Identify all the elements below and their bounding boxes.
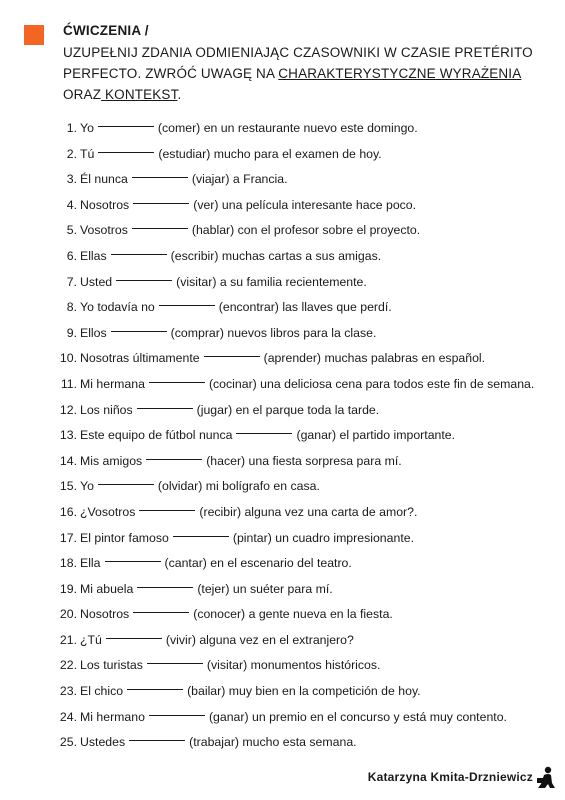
instruction-line-3-text: ORAZ (63, 87, 102, 102)
exercise-number: 1. (66, 121, 77, 135)
answer-blank[interactable] (204, 342, 260, 357)
exercise-item (50, 372, 560, 398)
exercise-number: 9. (66, 325, 77, 340)
exercise-subject: Mis amigos (80, 453, 143, 468)
exercise-subject: Yo todavía no (80, 300, 155, 315)
exercise-item (50, 500, 560, 526)
exercise-subject: Los niños (80, 402, 133, 417)
exercise-number: 12. (59, 402, 77, 417)
exercise-subject: Tú (80, 146, 95, 161)
exercise-rest: (olvidar) mi bolígrafo en casa. (157, 479, 320, 494)
exercise-number: 14. (59, 453, 77, 468)
exercise-subject: Nosotros (80, 197, 130, 212)
exercise-rest: (viajar) a Francia. (191, 172, 288, 187)
answer-blank[interactable] (137, 573, 193, 588)
exercise-rest: (encontrar) las llaves que perdí. (218, 300, 392, 315)
exercise-rest: (ganar) el partido importante. (296, 428, 456, 443)
exercise-rest: (vivir) alguna vez en el extranjero? (165, 632, 354, 647)
exercise-rest: (pintar) un cuadro impresionante. (232, 530, 414, 545)
answer-blank[interactable] (149, 368, 205, 383)
answer-blank[interactable] (236, 419, 292, 434)
exercise-rest: (visitar) a su familia recientemente. (176, 274, 367, 289)
exercise-rest: (tejer) un suéter para mí. (197, 581, 333, 596)
exercise-item (50, 142, 560, 168)
exercise-subject: El pintor famoso (80, 530, 169, 545)
instruction-line-2 (63, 63, 553, 84)
exercise-subject: Nosotras últimamente (80, 351, 200, 366)
exercise-rest: (hablar) con el profesor sobre el proyecto. (191, 223, 421, 238)
exercise-rest: (jugar) en el parque toda la tarde. (196, 402, 380, 417)
exercise-number: 25. (59, 735, 77, 750)
author-name: Katarzyna Kmita-Drzniewicz (367, 770, 533, 784)
answer-blank[interactable] (98, 470, 154, 485)
answer-blank[interactable] (111, 240, 167, 255)
exercise-number: 22. (59, 658, 77, 673)
instruction-line-2-text: PERFECTO. ZWRÓĆ UWAGĘ NA (63, 66, 279, 81)
exercise-subject: Mi hermana (80, 376, 145, 391)
exercise-list (50, 116, 560, 756)
answer-blank[interactable] (98, 138, 154, 153)
exercise-item (50, 167, 560, 193)
exercise-rest: (conocer) a gente nueva en la fiesta. (193, 607, 393, 622)
answer-blank[interactable] (133, 598, 189, 613)
answer-blank[interactable] (116, 266, 172, 281)
exercise-number: 24. (59, 709, 77, 724)
exercise-subject: Vosotros (80, 223, 128, 238)
exercise-subject: Ellas (80, 248, 107, 263)
exercise-number: 6. (66, 248, 77, 263)
exercise-rest: (recibir) alguna vez una carta de amor?. (199, 504, 418, 519)
exercise-subject: Ustedes (80, 735, 126, 750)
answer-blank[interactable] (132, 163, 188, 178)
exercise-number: 23. (59, 684, 77, 699)
exercise-number: 7. (66, 274, 77, 289)
answer-blank[interactable] (129, 726, 185, 741)
exercise-rest: (cantar) en el escenario del teatro. (164, 556, 352, 571)
exercise-number: 15. (59, 479, 77, 494)
exercise-number: 2. (66, 146, 77, 161)
underlined-phrase-expressions: CHARAKTERYSTYCZNE WYRAŻENIA (278, 66, 522, 81)
exercise-item (50, 679, 560, 705)
exercise-item (50, 628, 560, 654)
exercise-number: 3. (66, 172, 77, 187)
exercise-rest: (comer) en un restaurante nuevo este domingo. (157, 121, 418, 135)
exercise-subject: ¿Tú (80, 632, 102, 647)
exercise-rest: (ver) una película interesante hace poco. (193, 197, 417, 212)
answer-blank[interactable] (139, 496, 195, 511)
exercise-subject: ¿Vosotros (80, 504, 136, 519)
answer-blank[interactable] (127, 675, 183, 690)
exercise-subject: Yo (80, 121, 94, 135)
exercise-number: 11. (60, 376, 77, 391)
exercise-number: 17. (59, 530, 77, 545)
exercise-number: 5. (66, 223, 77, 238)
exercise-number: 4. (66, 197, 77, 212)
exercise-subject: Los turistas (80, 658, 143, 673)
exercise-subject: Nosotros (80, 607, 130, 622)
answer-blank[interactable] (146, 445, 202, 460)
exercise-number: 18. (59, 556, 77, 571)
exercise-number: 16. (59, 504, 77, 519)
exercise-subject: Ellos (80, 325, 107, 340)
exercise-subject: Ella (80, 556, 101, 571)
exercise-item (50, 346, 560, 372)
exercise-number: 20. (59, 607, 77, 622)
exercise-number: 13. (59, 428, 77, 443)
exercise-item (50, 577, 560, 603)
exercise-number: 10. (59, 351, 77, 366)
instruction-line-3-end: . (177, 87, 182, 102)
answer-blank[interactable] (149, 701, 205, 716)
exercise-subject: El chico (80, 684, 124, 699)
exercise-rest: (ganar) un premio en el concurso y está muy contento. (208, 709, 507, 724)
answer-blank[interactable] (173, 522, 229, 537)
answer-blank[interactable] (132, 214, 188, 229)
exercise-subject: Yo (80, 479, 94, 494)
exercise-item (50, 551, 560, 577)
exercise-rest: (bailar) muy bien en la competición de hoy. (187, 684, 421, 699)
answer-blank[interactable] (105, 547, 161, 562)
exercise-subject: Usted (80, 274, 113, 289)
exercise-item (50, 423, 560, 449)
exercise-rest: (escribir) muchas cartas a sus amigas. (170, 248, 382, 263)
answer-blank[interactable] (147, 649, 203, 664)
exercise-rest: (trabajar) mucho esta semana. (189, 735, 357, 750)
answer-blank[interactable] (98, 112, 154, 127)
exercise-rest: (visitar) monumentos históricos. (206, 658, 381, 673)
instructions-header (63, 20, 553, 105)
exercise-rest: (aprender) muchas palabras en español. (263, 351, 486, 366)
exercise-item (50, 705, 560, 731)
exercise-item (50, 270, 560, 296)
answer-blank[interactable] (133, 189, 189, 204)
exercise-rest: (hacer) una fiesta sorpresa para mí. (206, 453, 402, 468)
answer-blank[interactable] (106, 624, 162, 639)
exercise-number: 8. (66, 300, 77, 315)
exercise-item (50, 321, 560, 347)
accent-square (24, 25, 44, 45)
page-title: ĆWICZENIA / (63, 23, 149, 38)
exercise-item (50, 474, 560, 500)
exercise-rest: (cocinar) una deliciosa cena para todos este fin de semana. (208, 376, 535, 391)
reading-person-icon (536, 766, 556, 790)
exercise-subject: Este equipo de fútbol nunca (80, 428, 233, 443)
exercise-rest: (comprar) nuevos libros para la clase. (170, 325, 377, 340)
exercise-subject: Mi hermano (80, 709, 145, 724)
exercise-item (50, 193, 560, 219)
exercise-item (50, 730, 560, 756)
exercise-rest: (estudiar) mucho para el examen de hoy. (158, 146, 382, 161)
answer-blank[interactable] (159, 291, 215, 306)
instruction-line-1: UZUPEŁNIJ ZDANIA ODMIENIAJĄC CZASOWNIKI W CZASIE PRETÉRITO (63, 45, 533, 60)
answer-blank[interactable] (111, 317, 167, 332)
underlined-phrase-context: KONTEKST (101, 87, 178, 102)
exercise-item (50, 398, 560, 424)
exercise-number: 21. (59, 632, 77, 647)
answer-blank[interactable] (137, 394, 193, 409)
exercise-number: 19. (59, 581, 77, 596)
instruction-line-3 (63, 84, 553, 105)
exercise-subject: Él nunca (80, 172, 128, 187)
exercise-subject: Mi abuela (80, 581, 134, 596)
